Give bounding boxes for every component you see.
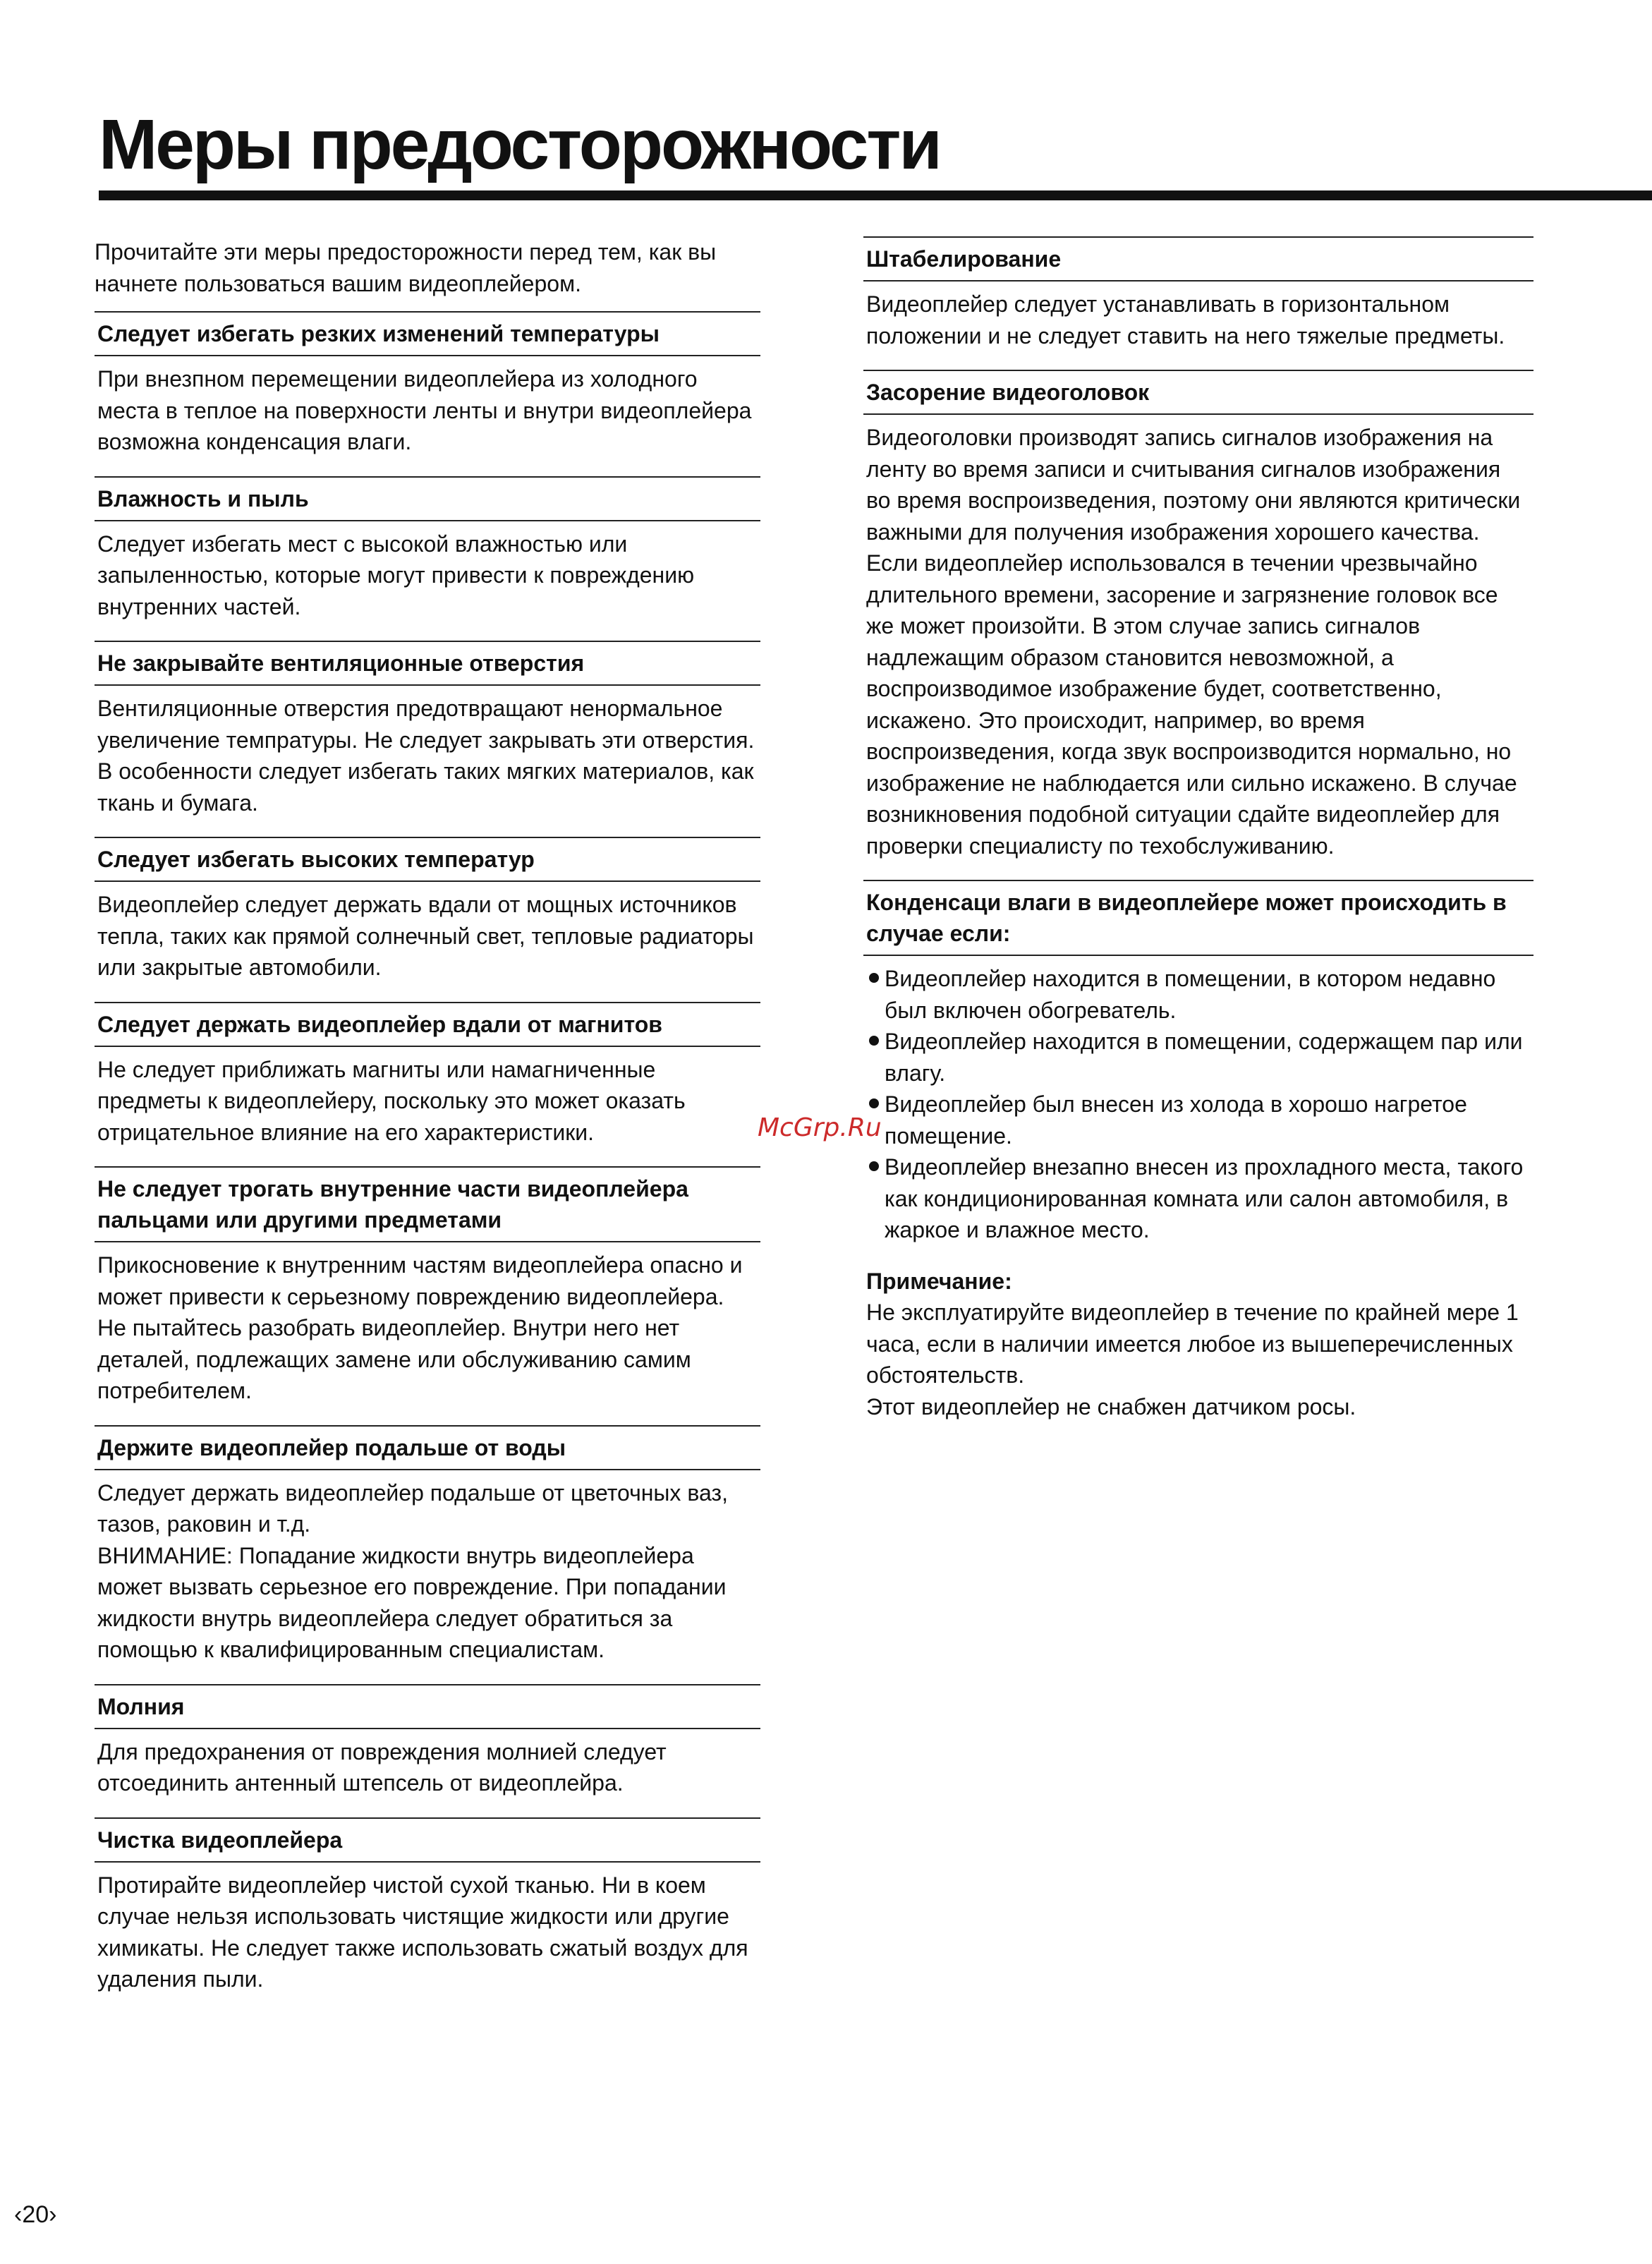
section-body [95, 1863, 760, 2014]
section-paragraph: Видеоплейер следует держать вдали от мощных источников тепла, таких как прямой солнечный свет, тепловые радиаторы или закрытые автомобили. [97, 892, 754, 980]
section-cleaning [95, 1817, 760, 2014]
note-heading: Примечание: [866, 1268, 1012, 1294]
section-heading: Следует избегать резких изменений температуры [95, 311, 760, 356]
section-body [95, 1729, 760, 1817]
section-body [95, 356, 760, 476]
section-body [95, 1470, 760, 1684]
section-high-temperatures [95, 837, 760, 1002]
section-heading: Засорение видеоголовок [863, 370, 1533, 415]
section-paragraph: Следует избегать мест с высокой влажностью или запыленностью, которые могут привести к повреждению внутренних частей. [97, 531, 695, 619]
section-condensation [863, 880, 1533, 1422]
section-paragraph: При внезпном перемещении видеоплейера из холодного места в теплое на поверхности ленты и внутри видеоплейера возможна конденсация влаги. [97, 366, 752, 454]
section-heading: Следует держать видеоплейер вдали от магнитов [95, 1002, 760, 1047]
section-paragraph: Следует держать видеоплейер подальше от цветочных ваз, тазов, раковин и т.д. [97, 1479, 728, 1537]
section-heading: Конденсаци влаги в видеоплейере может происходить в случае если: [863, 880, 1533, 956]
watermark: McGrp.Ru [758, 1113, 882, 1142]
section-heading: Чистка видеоплейера [95, 1817, 760, 1863]
right-column [863, 236, 1533, 1422]
note-text: Не эксплуатируйте видеоплейер в течение по крайней мере 1 часа, если в наличии имеется любое из вышеперечисленных обстоятельств. [866, 1300, 1519, 1388]
section-body [863, 415, 1533, 880]
section-heading: Держите видеоплейер подальше от воды [95, 1425, 760, 1470]
section-paragraph: Прикосновение к внутренним частям видеоплейера опасно и может привести к серьезному повреждению видеоплейера. Не пытайтесь разобрать видеоплейер. Внутри него нет деталей, подлежащих замене или обслуживанию самим потребителем. [97, 1252, 743, 1403]
section-body [95, 1242, 760, 1425]
list-item: Видеоплейер внезапно внесен из прохладного места, такого как кондиционированная комната или салон автомобиля, в жаркое и влажное место. [866, 1151, 1531, 1246]
list-item: Видеоплейер был внесен из холода в хорошо нагретое помещение. [866, 1089, 1531, 1151]
section-head-clogging [863, 370, 1533, 880]
section-lightning [95, 1684, 760, 1817]
note-text: Этот видеоплейер не снабжен датчиком росы. [866, 1393, 1356, 1419]
note-block [863, 1253, 1533, 1423]
title-rule [99, 190, 1652, 200]
page-number: ‹20› [14, 2201, 57, 2228]
condensation-list [863, 956, 1533, 1253]
page-title: Меры предосторожности [99, 105, 940, 184]
section-heading: Следует избегать высоких температур [95, 837, 760, 882]
section-body [95, 521, 760, 641]
section-paragraph: Не следует приближать магниты или намагниченные предметы к видеоплейеру, поскольку это может оказать отрицательное влияние на его характеристики. [97, 1056, 686, 1145]
section-heading: Молния [95, 1684, 760, 1729]
section-paragraph: Вентиляционные отверстия предотвращают ненормальное увеличение темпратуры. Не следует закрывать эти отверстия. В особенности следует избегать таких мягких материалов, как ткань и бумага. [97, 696, 755, 816]
section-heading: Не следует трогать внутренние части видеоплейера пальцами или другими предметами [95, 1166, 760, 1242]
section-paragraph: Видеоплейер следует устанавливать в горизонтальном положении и не следует ставить на него тяжелые предметы. [866, 291, 1505, 349]
section-paragraph: Протирайте видеоплейер чистой сухой тканью. Ни в коем случае нельзя использовать чистящие жидкости или другие химикаты. Не следует также использовать сжатый воздух для удаления пыли. [97, 1872, 748, 1992]
list-item: Видеоплейер находится в помещении, содержащем пар или влагу. [866, 1026, 1531, 1089]
section-ventilation [95, 641, 760, 837]
section-heading: Штабелирование [863, 236, 1533, 282]
section-paragraph: Для предохранения от повреждения молнией следует отсоединить антенный штепсель от видеоплейра. [97, 1738, 667, 1796]
intro-text: Прочитайте эти меры предосторожности перед тем, как вы начнете пользоваться вашим видеоплейером. [95, 239, 717, 296]
section-temperature-changes [95, 311, 760, 476]
section-internal-parts [95, 1166, 760, 1425]
section-body [95, 686, 760, 837]
left-column [95, 236, 760, 2014]
section-paragraph: Видеоголовки производят запись сигналов изображения на ленту во время записи и считывания сигналов изображения во время воспроизведения, поэтому они являются критически важными для получения изображения хорошего качества. Если видеоплейер использовался в течении чрезвычайно длительного времени, засорение и загрязнение головок все же может произойти. В этом случае запись сигналов надлежащим образом становится невозможной, а воспроизводимое изображение будет, соответственно, искажено. Это происходит, например, во время воспроизведения, когда звук воспроизводится нормально, но изображение не наблюдается или сильно искажено. В случае возникновения подобной ситуации сдайте видеоплейер для проверки специалисту по техобслуживанию. [866, 425, 1521, 859]
section-body [863, 282, 1533, 370]
warning-paragraph: ВНИМАНИЕ: Попадание жидкости внутрь видеоплейера может вызвать серьезное его повреждение. При попадании жидкости внутрь видеоплейера следует обратиться за помощью к квалифицированным специалистам. [97, 1542, 727, 1662]
section-body [95, 1047, 760, 1167]
section-magnets [95, 1002, 760, 1167]
section-heading: Не закрывайте вентиляционные отверстия [95, 641, 760, 686]
section-water [95, 1425, 760, 1684]
section-heading: Влажность и пыль [95, 476, 760, 521]
section-humidity-dust [95, 476, 760, 641]
section-body [95, 882, 760, 1002]
list-item: Видеоплейер находится в помещении, в котором недавно был включен обогреватель. [866, 963, 1531, 1026]
section-stacking [863, 236, 1533, 370]
